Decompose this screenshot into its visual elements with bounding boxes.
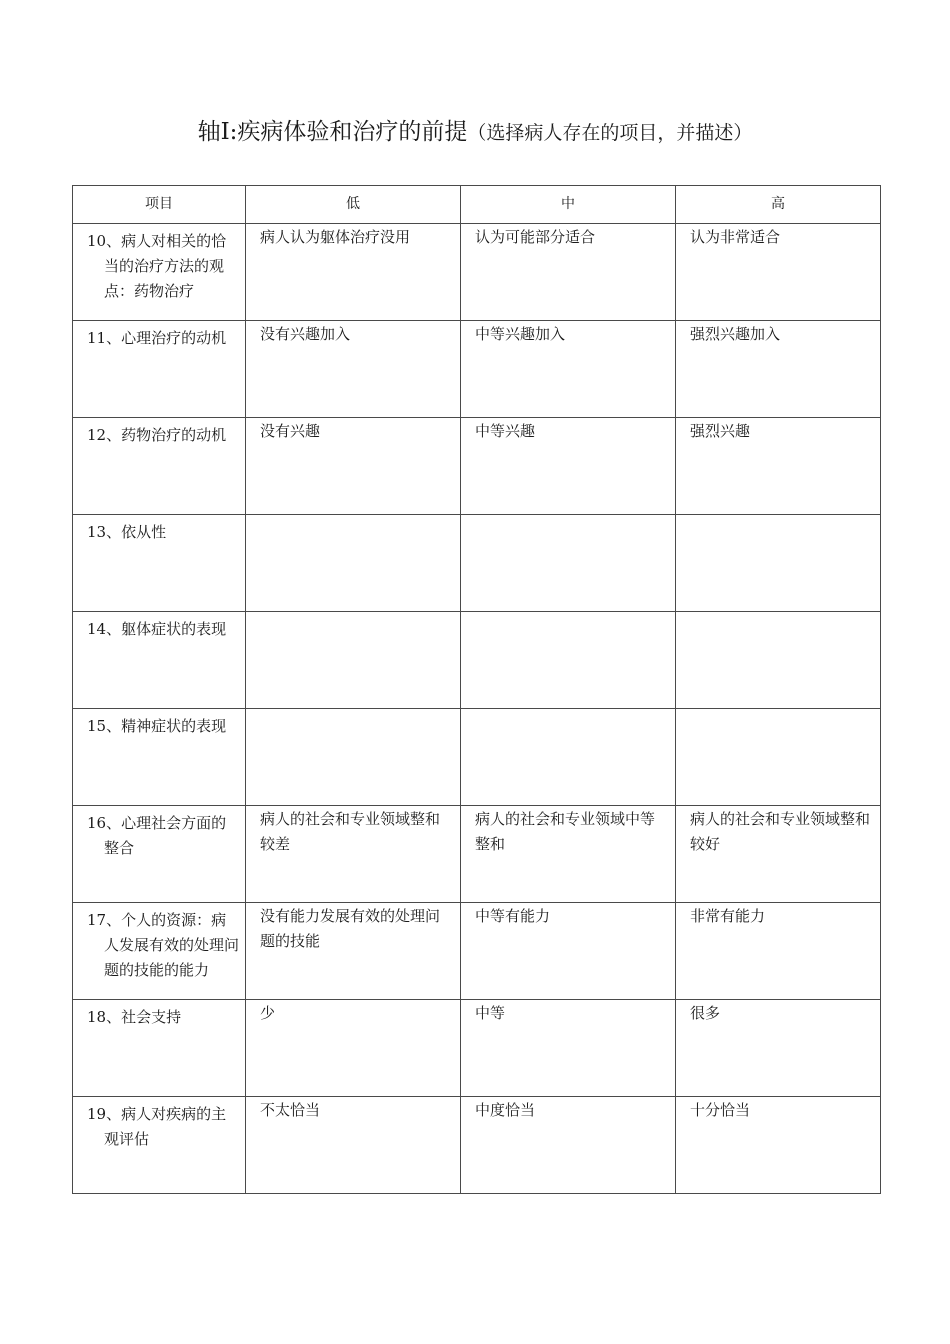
table-row [73, 321, 881, 418]
high-cell: 很多 [676, 1000, 881, 1097]
low-cell: 不太恰当 [246, 1097, 461, 1194]
item-text: 15、精神症状的表现 [87, 717, 227, 735]
low-cell: 病人的社会和专业领域整和较差 [246, 806, 461, 903]
mid-cell [461, 515, 676, 612]
header-mid: 中 [461, 186, 676, 224]
mid-cell: 中等 [461, 1000, 676, 1097]
high-cell [676, 515, 881, 612]
item-cell [73, 515, 246, 612]
mid-cell: 中等有能力 [461, 903, 676, 1000]
title-subtitle: （选择病人存在的项目，并描述） [467, 122, 753, 144]
table-row [73, 612, 881, 709]
item-text: 11、心理治疗的动机 [87, 329, 227, 347]
item-text: 12、药物治疗的动机 [87, 426, 227, 444]
mid-cell: 中等兴趣 [461, 418, 676, 515]
table-row [73, 806, 881, 903]
table-row [73, 418, 881, 515]
low-cell: 少 [246, 1000, 461, 1097]
high-cell: 病人的社会和专业领域整和较好 [676, 806, 881, 903]
item-cell [73, 1000, 246, 1097]
item-cell [73, 321, 246, 418]
item-text: 10、病人对相关的恰当的治疗方法的观点：药物治疗 [87, 232, 227, 300]
mid-cell [461, 709, 676, 806]
header-high: 高 [676, 186, 881, 224]
item-text: 17、个人的资源：病人发展有效的处理问题的技能的能力 [87, 911, 240, 979]
table-row [73, 709, 881, 806]
table-row [73, 903, 881, 1000]
item-text: 14、躯体症状的表现 [87, 620, 227, 638]
high-cell: 十分恰当 [676, 1097, 881, 1194]
table-row [73, 1000, 881, 1097]
table-row [73, 1097, 881, 1194]
table-row [73, 224, 881, 321]
high-cell: 非常有能力 [676, 903, 881, 1000]
mid-cell: 病人的社会和专业领域中等整和 [461, 806, 676, 903]
high-cell: 认为非常适合 [676, 224, 881, 321]
item-cell [73, 709, 246, 806]
table-header-row [73, 186, 881, 224]
item-cell [73, 224, 246, 321]
header-low: 低 [246, 186, 461, 224]
item-text: 18、社会支持 [87, 1008, 182, 1026]
item-cell [73, 1097, 246, 1194]
header-item: 项目 [73, 186, 246, 224]
low-cell [246, 709, 461, 806]
item-cell [73, 903, 246, 1000]
high-cell: 强烈兴趣 [676, 418, 881, 515]
table-row [73, 515, 881, 612]
low-cell: 没有兴趣 [246, 418, 461, 515]
low-cell [246, 612, 461, 709]
high-cell [676, 612, 881, 709]
assessment-table [72, 185, 881, 1194]
low-cell [246, 515, 461, 612]
item-text: 16、心理社会方面的整合 [87, 814, 227, 857]
item-text: 19、病人对疾病的主观评估 [87, 1105, 227, 1148]
item-cell [73, 806, 246, 903]
mid-cell [461, 612, 676, 709]
mid-cell: 中度恰当 [461, 1097, 676, 1194]
low-cell: 病人认为躯体治疗没用 [246, 224, 461, 321]
mid-cell: 中等兴趣加入 [461, 321, 676, 418]
page-title [0, 116, 950, 149]
item-cell [73, 418, 246, 515]
high-cell [676, 709, 881, 806]
item-cell [73, 612, 246, 709]
mid-cell: 认为可能部分适合 [461, 224, 676, 321]
low-cell: 没有兴趣加入 [246, 321, 461, 418]
title-main: 轴Ⅰ:疾病体验和治疗的前提 [197, 119, 468, 145]
high-cell: 强烈兴趣加入 [676, 321, 881, 418]
item-text: 13、依从性 [87, 523, 167, 541]
low-cell: 没有能力发展有效的处理问题的技能 [246, 903, 461, 1000]
